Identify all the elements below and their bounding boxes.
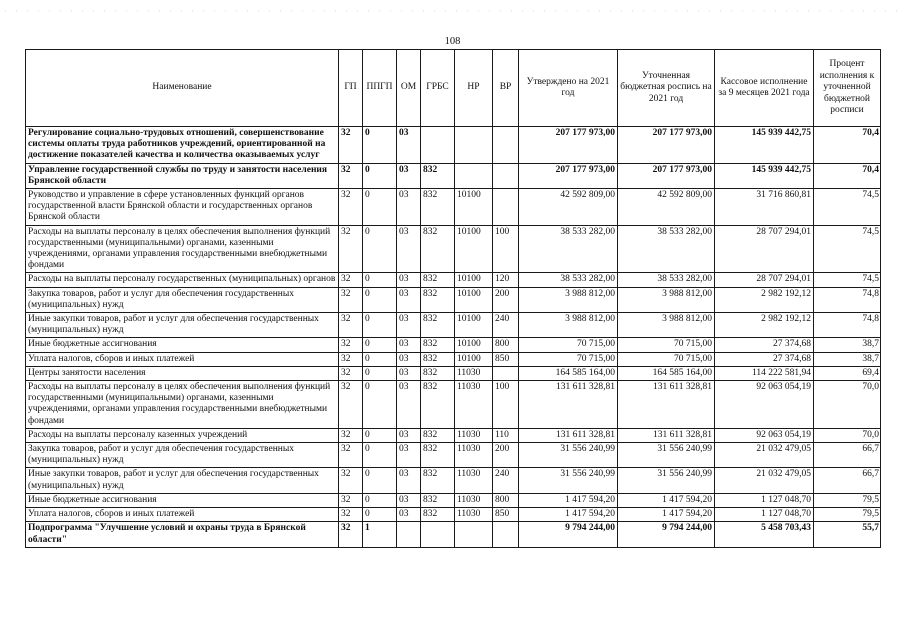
cell-approved: 207 177 973,00 bbox=[519, 163, 618, 188]
cell-np: 11030 bbox=[455, 428, 493, 442]
cell-cash: 114 222 581,94 bbox=[715, 366, 814, 380]
cell-vr: 850 bbox=[493, 508, 519, 522]
cell-refined: 1 417 594,20 bbox=[618, 493, 715, 507]
table-row bbox=[26, 428, 881, 442]
cell-gp: 32 bbox=[339, 493, 363, 507]
cell-ppgp: 0 bbox=[363, 352, 397, 366]
cell-refined: 3 988 812,00 bbox=[618, 313, 715, 338]
cell-vr bbox=[493, 366, 519, 380]
cell-om: 03 bbox=[397, 338, 421, 352]
cell-refined: 3 988 812,00 bbox=[618, 287, 715, 312]
cell-approved: 131 611 328,81 bbox=[519, 381, 618, 429]
cell-percent: 70,0 bbox=[814, 381, 881, 429]
cell-om: 03 bbox=[397, 127, 421, 164]
cell-name: Расходы на выплаты персоналу государственных (муниципальных) органов bbox=[26, 273, 339, 287]
cell-percent: 74,8 bbox=[814, 313, 881, 338]
cell-name: Расходы на выплаты персоналу казенных учреждений bbox=[26, 428, 339, 442]
cell-om: 03 bbox=[397, 443, 421, 468]
cell-gp: 32 bbox=[339, 352, 363, 366]
cell-ppgp: 0 bbox=[363, 287, 397, 312]
cell-grbs bbox=[421, 522, 455, 547]
cell-percent: 38,7 bbox=[814, 338, 881, 352]
cell-gp: 32 bbox=[339, 189, 363, 226]
table-row bbox=[26, 508, 881, 522]
cell-refined: 70 715,00 bbox=[618, 352, 715, 366]
cell-om: 03 bbox=[397, 225, 421, 273]
cell-om: 03 bbox=[397, 352, 421, 366]
cell-percent: 74,5 bbox=[814, 189, 881, 226]
cell-np: 10100 bbox=[455, 352, 493, 366]
header-grbs: ГРБС bbox=[421, 50, 455, 127]
cell-name: Расходы на выплаты персоналу в целях обеспечения выполнения функций государственными (муниципальными) органами, казенными учреждениями, органами управления государственными внебюджетными фондами bbox=[26, 225, 339, 273]
cell-approved: 31 556 240,99 bbox=[519, 443, 618, 468]
cell-gp: 32 bbox=[339, 313, 363, 338]
cell-grbs: 832 bbox=[421, 468, 455, 493]
cell-approved: 38 533 282,00 bbox=[519, 273, 618, 287]
table-row bbox=[26, 127, 881, 164]
cell-gp: 32 bbox=[339, 381, 363, 429]
cell-approved: 70 715,00 bbox=[519, 352, 618, 366]
table-row bbox=[26, 381, 881, 429]
cell-name: Уплата налогов, сборов и иных платежей bbox=[26, 508, 339, 522]
cell-ppgp: 0 bbox=[363, 508, 397, 522]
cell-cash: 5 458 703,43 bbox=[715, 522, 814, 547]
cell-refined: 207 177 973,00 bbox=[618, 163, 715, 188]
header-gp: ГП bbox=[339, 50, 363, 127]
cell-om: 03 bbox=[397, 163, 421, 188]
cell-grbs: 832 bbox=[421, 508, 455, 522]
cell-refined: 31 556 240,99 bbox=[618, 443, 715, 468]
cell-om: 03 bbox=[397, 381, 421, 429]
cell-om: 03 bbox=[397, 313, 421, 338]
cell-ppgp: 0 bbox=[363, 189, 397, 226]
cell-gp: 32 bbox=[339, 443, 363, 468]
header-percent: Процент исполнения к уточненной бюджетной росписи bbox=[814, 50, 881, 127]
cell-refined: 38 533 282,00 bbox=[618, 225, 715, 273]
cell-grbs: 832 bbox=[421, 287, 455, 312]
cell-gp: 32 bbox=[339, 225, 363, 273]
cell-cash: 1 127 048,70 bbox=[715, 508, 814, 522]
cell-percent: 66,7 bbox=[814, 468, 881, 493]
cell-vr: 110 bbox=[493, 428, 519, 442]
cell-percent: 79,5 bbox=[814, 493, 881, 507]
cell-refined: 38 533 282,00 bbox=[618, 273, 715, 287]
table-row bbox=[26, 366, 881, 380]
cell-gp: 32 bbox=[339, 522, 363, 547]
header-approved: Утверждено на 2021 год bbox=[519, 50, 618, 127]
table-row bbox=[26, 287, 881, 312]
cell-refined: 207 177 973,00 bbox=[618, 127, 715, 164]
cell-np: 11030 bbox=[455, 381, 493, 429]
header-vr: ВР bbox=[493, 50, 519, 127]
cell-cash: 31 716 860,81 bbox=[715, 189, 814, 226]
header-ppgp: ППГП bbox=[363, 50, 397, 127]
cell-om: 03 bbox=[397, 508, 421, 522]
cell-percent: 69,4 bbox=[814, 366, 881, 380]
cell-approved: 38 533 282,00 bbox=[519, 225, 618, 273]
cell-ppgp: 0 bbox=[363, 163, 397, 188]
cell-name: Расходы на выплаты персоналу в целях обеспечения выполнения функций государственными (муниципальными) органами, казенными учреждениями, органами управления государственными внебюджетными фондами bbox=[26, 381, 339, 429]
cell-name: Закупка товаров, работ и услуг для обеспечения государственных (муниципальных) нужд bbox=[26, 443, 339, 468]
cell-cash: 145 939 442,75 bbox=[715, 127, 814, 164]
cell-np: 11030 bbox=[455, 443, 493, 468]
table-row bbox=[26, 443, 881, 468]
cell-name: Уплата налогов, сборов и иных платежей bbox=[26, 352, 339, 366]
cell-gp: 32 bbox=[339, 163, 363, 188]
cell-percent: 38,7 bbox=[814, 352, 881, 366]
cell-np bbox=[455, 127, 493, 164]
header-name: Наименование bbox=[26, 50, 339, 127]
cell-om bbox=[397, 522, 421, 547]
cell-grbs: 832 bbox=[421, 338, 455, 352]
cell-cash: 92 063 054,19 bbox=[715, 381, 814, 429]
cell-np: 10100 bbox=[455, 287, 493, 312]
cell-refined: 9 794 244,00 bbox=[618, 522, 715, 547]
cell-grbs: 832 bbox=[421, 366, 455, 380]
cell-np: 11030 bbox=[455, 366, 493, 380]
cell-cash: 21 032 479,05 bbox=[715, 443, 814, 468]
cell-cash: 27 374,68 bbox=[715, 352, 814, 366]
budget-table bbox=[25, 49, 881, 548]
cell-ppgp: 1 bbox=[363, 522, 397, 547]
cell-gp: 32 bbox=[339, 273, 363, 287]
cell-ppgp: 0 bbox=[363, 428, 397, 442]
table-row bbox=[26, 163, 881, 188]
cell-np: 11030 bbox=[455, 468, 493, 493]
cell-percent: 70,0 bbox=[814, 428, 881, 442]
cell-name: Подпрограмма "Улучшение условий и охраны труда в Брянской области" bbox=[26, 522, 339, 547]
cell-approved: 1 417 594,20 bbox=[519, 493, 618, 507]
cell-vr: 800 bbox=[493, 493, 519, 507]
cell-np: 11030 bbox=[455, 508, 493, 522]
cell-gp: 32 bbox=[339, 366, 363, 380]
cell-percent: 74,5 bbox=[814, 273, 881, 287]
cell-vr bbox=[493, 163, 519, 188]
table-row bbox=[26, 313, 881, 338]
cell-cash: 21 032 479,05 bbox=[715, 468, 814, 493]
cell-name: Закупка товаров, работ и услуг для обеспечения государственных (муниципальных) нужд bbox=[26, 287, 339, 312]
cell-vr: 200 bbox=[493, 443, 519, 468]
cell-cash: 2 982 192,12 bbox=[715, 313, 814, 338]
cell-cash: 92 063 054,19 bbox=[715, 428, 814, 442]
table-row bbox=[26, 225, 881, 273]
cell-vr: 240 bbox=[493, 313, 519, 338]
cell-name: Иные закупки товаров, работ и услуг для обеспечения государственных (муниципальных) нужд bbox=[26, 468, 339, 493]
cell-refined: 1 417 594,20 bbox=[618, 508, 715, 522]
cell-grbs: 832 bbox=[421, 493, 455, 507]
table-row bbox=[26, 352, 881, 366]
cell-om: 03 bbox=[397, 493, 421, 507]
cell-approved: 42 592 809,00 bbox=[519, 189, 618, 226]
cell-np bbox=[455, 522, 493, 547]
cell-vr: 200 bbox=[493, 287, 519, 312]
cell-percent: 74,5 bbox=[814, 225, 881, 273]
cell-grbs: 832 bbox=[421, 443, 455, 468]
cell-ppgp: 0 bbox=[363, 493, 397, 507]
cell-cash: 2 982 192,12 bbox=[715, 287, 814, 312]
scan-dots bbox=[0, 8, 905, 14]
header-cash: Кассовое исполнение за 9 месяцев 2021 года bbox=[715, 50, 814, 127]
cell-name: Иные закупки товаров, работ и услуг для обеспечения государственных (муниципальных) нужд bbox=[26, 313, 339, 338]
cell-approved: 70 715,00 bbox=[519, 338, 618, 352]
header-np: НР bbox=[455, 50, 493, 127]
cell-percent: 66,7 bbox=[814, 443, 881, 468]
cell-vr: 100 bbox=[493, 225, 519, 273]
cell-name: Управление государственной службы по труду и занятости населения Брянской области bbox=[26, 163, 339, 188]
header-om: ОМ bbox=[397, 50, 421, 127]
cell-percent: 55,7 bbox=[814, 522, 881, 547]
cell-percent: 74,8 bbox=[814, 287, 881, 312]
cell-vr: 120 bbox=[493, 273, 519, 287]
cell-approved: 3 988 812,00 bbox=[519, 287, 618, 312]
cell-percent: 70,4 bbox=[814, 163, 881, 188]
cell-refined: 131 611 328,81 bbox=[618, 381, 715, 429]
cell-approved: 131 611 328,81 bbox=[519, 428, 618, 442]
cell-cash: 145 939 442,75 bbox=[715, 163, 814, 188]
cell-np: 10100 bbox=[455, 338, 493, 352]
cell-ppgp: 0 bbox=[363, 127, 397, 164]
cell-om: 03 bbox=[397, 468, 421, 493]
cell-np: 10100 bbox=[455, 189, 493, 226]
cell-om: 03 bbox=[397, 428, 421, 442]
table-row bbox=[26, 338, 881, 352]
cell-np bbox=[455, 163, 493, 188]
cell-grbs: 832 bbox=[421, 225, 455, 273]
cell-grbs: 832 bbox=[421, 428, 455, 442]
table-row bbox=[26, 468, 881, 493]
cell-vr bbox=[493, 522, 519, 547]
cell-vr bbox=[493, 127, 519, 164]
cell-np: 11030 bbox=[455, 493, 493, 507]
cell-ppgp: 0 bbox=[363, 338, 397, 352]
cell-ppgp: 0 bbox=[363, 443, 397, 468]
cell-np: 10100 bbox=[455, 225, 493, 273]
cell-grbs: 832 bbox=[421, 352, 455, 366]
cell-grbs: 832 bbox=[421, 313, 455, 338]
cell-cash: 27 374,68 bbox=[715, 338, 814, 352]
cell-grbs: 832 bbox=[421, 381, 455, 429]
cell-vr: 100 bbox=[493, 381, 519, 429]
cell-np: 10100 bbox=[455, 273, 493, 287]
cell-vr bbox=[493, 189, 519, 226]
cell-ppgp: 0 bbox=[363, 468, 397, 493]
cell-vr: 800 bbox=[493, 338, 519, 352]
cell-om: 03 bbox=[397, 287, 421, 312]
cell-gp: 32 bbox=[339, 338, 363, 352]
cell-vr: 240 bbox=[493, 468, 519, 493]
cell-ppgp: 0 bbox=[363, 273, 397, 287]
table-row bbox=[26, 493, 881, 507]
cell-approved: 3 988 812,00 bbox=[519, 313, 618, 338]
cell-approved: 9 794 244,00 bbox=[519, 522, 618, 547]
cell-refined: 42 592 809,00 bbox=[618, 189, 715, 226]
table-row bbox=[26, 273, 881, 287]
cell-approved: 164 585 164,00 bbox=[519, 366, 618, 380]
cell-name: Регулирование социально-трудовых отношений, совершенствование системы оплаты труда работников учреждений, ориентированной на достижение показателей качества и количества оказываемых услуг bbox=[26, 127, 339, 164]
cell-percent: 70,4 bbox=[814, 127, 881, 164]
cell-refined: 31 556 240,99 bbox=[618, 468, 715, 493]
cell-gp: 32 bbox=[339, 468, 363, 493]
cell-vr: 850 bbox=[493, 352, 519, 366]
cell-ppgp: 0 bbox=[363, 313, 397, 338]
cell-approved: 207 177 973,00 bbox=[519, 127, 618, 164]
cell-approved: 31 556 240,99 bbox=[519, 468, 618, 493]
table-body bbox=[26, 127, 881, 548]
cell-cash: 28 707 294,01 bbox=[715, 225, 814, 273]
cell-cash: 1 127 048,70 bbox=[715, 493, 814, 507]
cell-refined: 131 611 328,81 bbox=[618, 428, 715, 442]
cell-grbs: 832 bbox=[421, 273, 455, 287]
cell-refined: 164 585 164,00 bbox=[618, 366, 715, 380]
cell-name: Иные бюджетные ассигнования bbox=[26, 338, 339, 352]
cell-grbs bbox=[421, 127, 455, 164]
cell-np: 10100 bbox=[455, 313, 493, 338]
cell-refined: 70 715,00 bbox=[618, 338, 715, 352]
table-header bbox=[26, 50, 881, 127]
page-number: 108 bbox=[444, 36, 461, 47]
cell-grbs: 832 bbox=[421, 163, 455, 188]
cell-percent: 79,5 bbox=[814, 508, 881, 522]
table-row bbox=[26, 189, 881, 226]
cell-gp: 32 bbox=[339, 508, 363, 522]
cell-om: 03 bbox=[397, 273, 421, 287]
cell-name: Руководство и управление в сфере установленных функций органов государственной власти Брянской области и государственных органов Брянской области bbox=[26, 189, 339, 226]
cell-name: Центры занятости населения bbox=[26, 366, 339, 380]
cell-ppgp: 0 bbox=[363, 381, 397, 429]
cell-om: 03 bbox=[397, 366, 421, 380]
cell-gp: 32 bbox=[339, 127, 363, 164]
table-row bbox=[26, 522, 881, 547]
header-refined: Уточненная бюджетная роспись на 2021 год bbox=[618, 50, 715, 127]
cell-cash: 28 707 294,01 bbox=[715, 273, 814, 287]
cell-name: Иные бюджетные ассигнования bbox=[26, 493, 339, 507]
cell-ppgp: 0 bbox=[363, 366, 397, 380]
cell-ppgp: 0 bbox=[363, 225, 397, 273]
cell-gp: 32 bbox=[339, 428, 363, 442]
cell-gp: 32 bbox=[339, 287, 363, 312]
cell-grbs: 832 bbox=[421, 189, 455, 226]
cell-om: 03 bbox=[397, 189, 421, 226]
cell-approved: 1 417 594,20 bbox=[519, 508, 618, 522]
